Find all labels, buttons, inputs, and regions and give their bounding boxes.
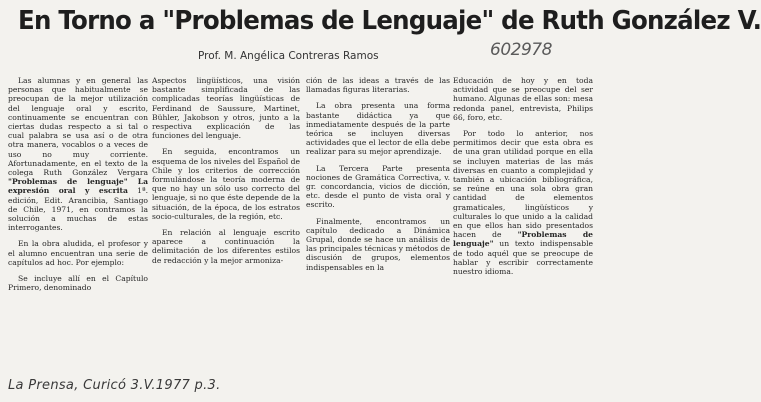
- paragraph: Aspectos lingüísticos, una visión bastante simplificada de las complicadas teorías lingüísticas de Ferdinand de Saussure, Martinet, Bühler, Jakobson y otros, junto a la respectiva explicación de las funciones del lenguaje.: [152, 76, 300, 141]
- paragraph: ción de las ideas a través de las llamadas figuras literarias.: [306, 76, 450, 95]
- paragraph: [453, 129, 593, 276]
- paragraph-text: un texto indispensable de todo aquél que se preocupe de hablar y escribir correctamente nuestro idioma.: [453, 239, 593, 277]
- paragraph: Se incluye allí en el Capítulo Primero, denominado: [8, 274, 148, 293]
- handwritten-source-note: La Prensa, Curicó 3.V.1977 p.3.: [8, 378, 221, 393]
- catalog-stamp: 602978: [490, 40, 552, 60]
- paragraph: [8, 76, 148, 232]
- text-column-3: [306, 76, 450, 279]
- paragraph-text: Por todo lo anterior, nos permitimos decir que esta obra es de una gran utilidad porque en ella se incluyen materias de las más diversas en cuanto a complejidad y también a ubicación bibliográfica, se reúne en una sola obra gran cantidad de elementos gramaticales, lingüísticos y culturales lo que unido a la calidad en que ellos han sido presentados hacen de: [453, 129, 593, 240]
- paragraph: Educación de hoy y en toda actividad que se preocupe del ser humano. Algunas de ellas son: mesa redonda panel, entrevista, Philips 66, foro, etc.: [453, 76, 593, 122]
- paragraph: En seguida, encontramos un esquema de los niveles del Español de Chile y los criterios de corrección formulándose la teoría moderna de que no hay un sólo uso correcto del lenguaje, si no que éste depende de la situación, de la época, de los estratos socio-culturales, de la región, etc.: [152, 147, 300, 221]
- text-column-1: [8, 76, 148, 299]
- paragraph-text: 1ª. edición, Edit. Arancibia, Santiago de Chile, 1971, en contramos la solución a muchas de estas interrogantes.: [8, 186, 148, 233]
- paragraph: La Tercera Parte presenta nociones de Gramática Correctiva, v. gr. concordancia, vicios de dicción, etc. desde el punto de vista oral y escrito.: [306, 163, 450, 210]
- text-column-4: [453, 76, 593, 283]
- paragraph: En relación al lenguaje escrito aparece a continuación la delimitación de los diferentes estilos de redacción y la mejor armoniza-: [152, 228, 300, 265]
- paragraph: En la obra aludida, el profesor y el alumno encuentran una serie de capítulos ad hoc. Por ejemplo:: [8, 239, 148, 267]
- book-title-bold: "Problemas de lenguaje" La expresión oral y escrita: [8, 177, 148, 196]
- article-byline: Prof. M. Angélica Contreras Ramos: [198, 50, 379, 62]
- article-title: En Torno a "Problemas de Lenguaje" de Ruth González V.: [18, 6, 761, 36]
- paragraph: Finalmente, encontramos un capítulo dedicado a Dinámica Grupal, donde se hace un análisis de las principales técnicas y métodos de discusión de grupos, elementos indispensables en la: [306, 216, 450, 272]
- text-column-2: [152, 76, 300, 272]
- book-title-bold: "Problemas de lenguaje": [453, 230, 593, 249]
- paragraph: La obra presenta una forma bastante didáctica ya que inmediatamente después de la parte teórica se incluyen diversas actividades que el lector de ella debe realizar para su mejor aprendizaje.: [306, 101, 450, 157]
- paragraph-text: Las alumnas y en general las personas que habitualmente se preocupan de la mejor utilización del lenguaje oral y escrito, continuamente se encuentran con ciertas dudas respecto a si tal o cual palabra se usa así o de otra otra manera, vocablos o a veces de uso no muy corriente. Afortunadamente, en el texto de la colega Ruth González Vergara: [8, 76, 148, 178]
